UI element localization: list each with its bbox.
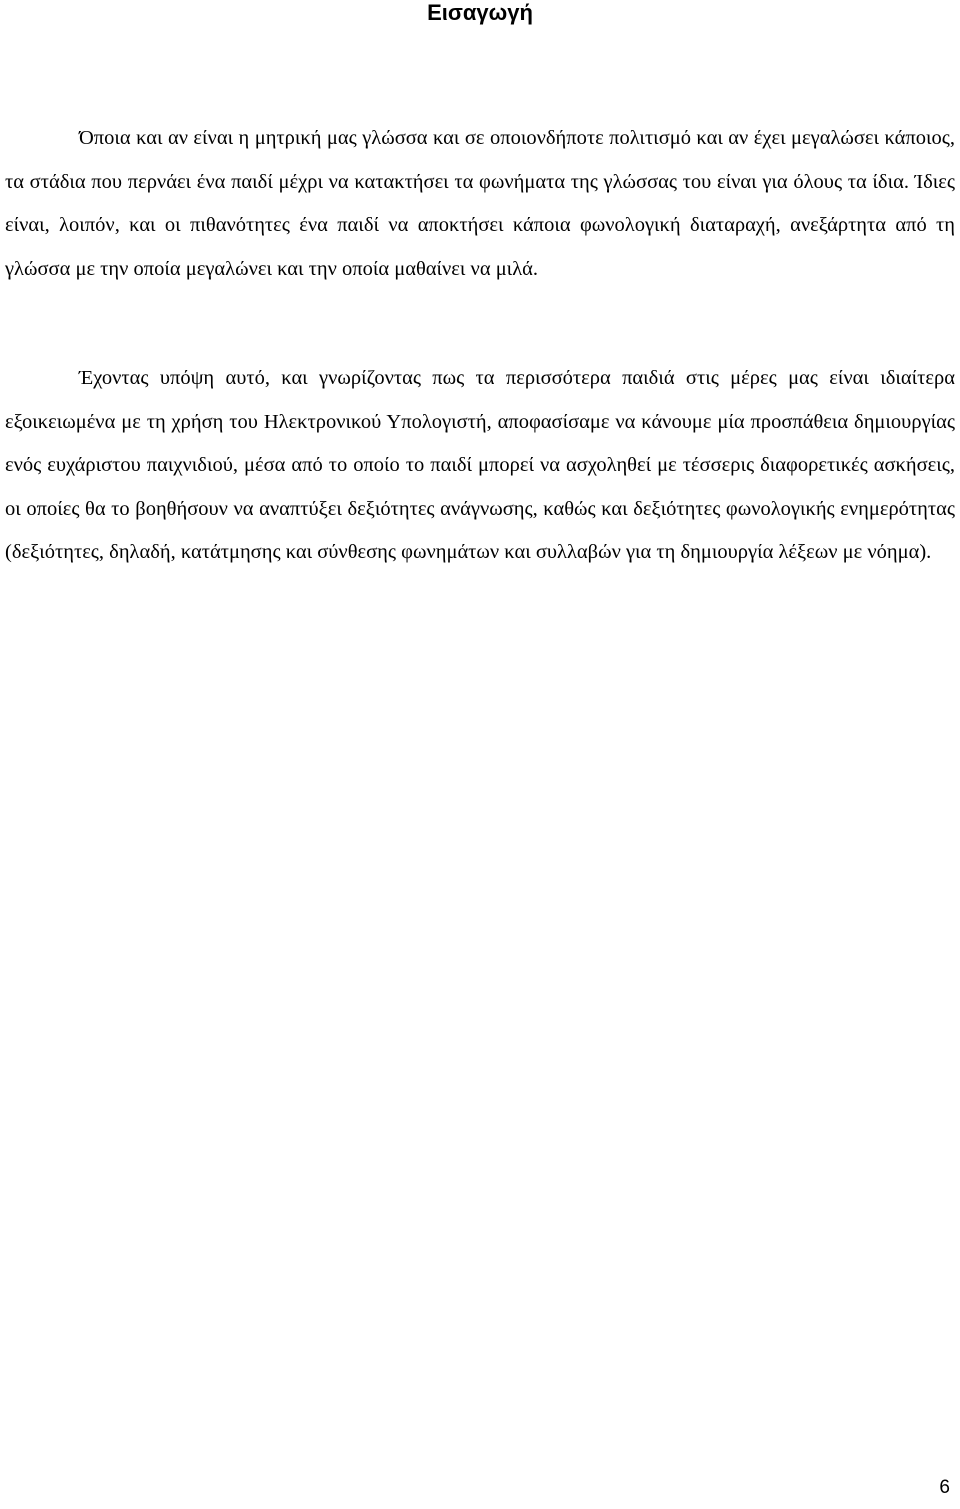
body-paragraph-1: Όποια και αν είναι η μητρική μας γλώσσα και σε οποιονδήποτε πολιτισμό και αν έχει μεγαλώσει κάποιος, τα στάδια που περνάει ένα παιδί μέχρι να κατακτήσει τα φωνήματα της γλώσσας του είναι για όλους τα ίδια. Ίδιες είναι, λοιπόν, και οι πιθανότητες ένα παιδί να αποκτήσει κάποια φωνολογική διαταραχή, ανεξάρτητα από τη γλώσσα με την οποία μεγαλώνει και την οποία μαθαίνει να μιλά. xyxy=(5,127,955,280)
page-number: 6 xyxy=(939,1477,950,1498)
page-title: Εισαγωγή xyxy=(427,0,533,25)
body-paragraph-2: Έχοντας υπόψη αυτό, και γνωρίζοντας πως τα περισσότερα παιδιά στις μέρες μας είναι ιδιαίτερα εξοικειωμένα με τη χρήση του Ηλεκτρονικού Υπολογιστή, αποφασίσαμε να κάνουμε μία προσπάθεια δημιουργίας ενός ευχάριστου παιχνιδιού, μέσα από το οποίο το παιδί μπορεί να ασχοληθεί με τέσσερις διαφορετικές ασκήσεις, οι οποίες θα το βοηθήσουν να αναπτύξει δεξιότητες ανάγνωσης, καθώς και δεξιότητες φωνολογικής ενημερότητας (δεξιότητες, δηλαδή, κατάτμησης και σύνθεσης φωνημάτων και συλλαβών για τη δημιουργία λέξεων με νόημα). xyxy=(5,367,955,564)
